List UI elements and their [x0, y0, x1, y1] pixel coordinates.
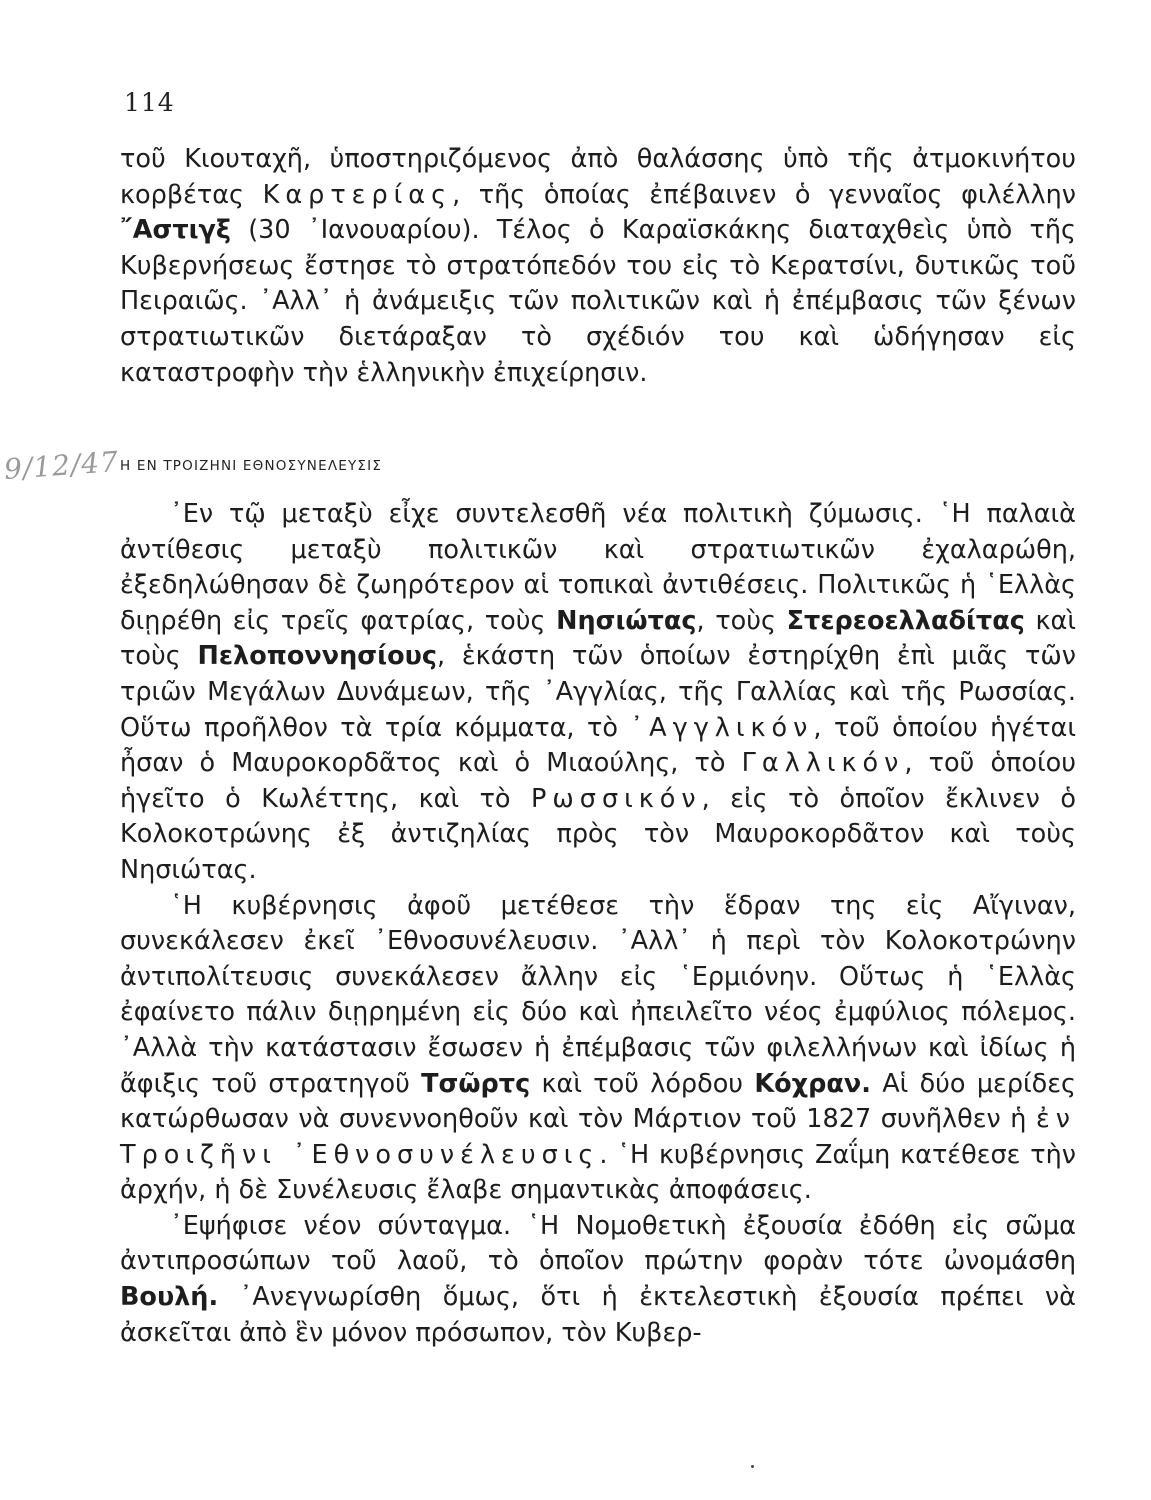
text-run: , τοῦ ὁποίου ἡγεῖτο ὁ Κωλέττης, καὶ τὸ — [120, 748, 1076, 814]
handwritten-margin-note: 9/12/47 — [2, 445, 120, 486]
party-name: ᾽Αγγλικόν — [630, 712, 814, 743]
faction-name: Νησιώτας — [556, 605, 697, 636]
section-body — [120, 497, 1076, 1351]
text-run: ῾Η κυβέρνησις ἀφοῦ μετέθεσε τὴν ἕδραν της εἰς Αἴγιναν, συνεκάλεσεν ἐκεῖ ᾽Εθνοσυνέλευσιν. ᾽Αλλ᾽ ἡ περὶ τὸν Κολοκοτρώνην ἀντιπολίτευσις συνεκάλεσεν ἄλλην εἰς ῾Ερμιόνην. Οὕτως ἡ ῾Ελλὰς ἐφαίνετο πάλιν διῃρημένη εἰς δύο καὶ ἠπειλεῖτο νέος ἐμφύλιος πόλεμος. ᾽Αλλὰ τὴν κατάστασιν ἔσωσεν ἡ ἐπέμβασις τῶν φιλελλήνων καὶ ἰδίως ἡ ἄφιξις τοῦ στρατηγοῦ — [120, 890, 1076, 1099]
paragraph-2 — [120, 889, 1076, 1209]
faction-name: Στερεοελλαδίτας — [786, 605, 1025, 636]
text-run: Αἱ δύο μερίδες κατώρθωσαν νὰ συνεννοηθοῦν καὶ τὸν Μάρτιον τοῦ 1827 συνῆλθεν ἡ — [120, 1068, 1076, 1135]
paragraph-1 — [120, 497, 1076, 889]
party-name: Ρωσσικόν — [531, 783, 702, 814]
person-name: Τσῶρτς — [421, 1068, 531, 1099]
text-run: ᾽Εν τῷ μεταξὺ εἶχε συντελεσθῆ νέα πολιτικὴ ζύμωσις. ῾Η παλαιὰ ἀντίθεσις μεταξὺ πολιτικῶν καὶ στρατιωτικῶν ἐχαλαρώθη, ἐξεδηλώθησαν δὲ ζωηρότερον αἱ τοπικαὶ ἀντιθέσεις. Πολιτικῶς ἡ ῾Ελλὰς διῃρέθη εἰς τρεῖς φατρίας, τοὺς — [120, 499, 1076, 636]
text-run: (30 ᾽Ιανουαρίου). Τέλος ὁ Καραϊσκάκης διαταχθεὶς ὑπὸ τῆς Κυβερνήσεως ἔστησε τὸ στρατόπεδόν του εἰς τὸ Κερατσίνι, δυτικῶς τοῦ Πειραιῶς. ᾽Αλλ᾽ ἡ ἀνάμειξις τῶν πολιτικῶν καὶ ἡ ἐπέμβασις τῶν ξένων στρατιωτικῶν διετάραξαν τὸ σχέδιόν του καὶ ὡδήγησαν εἰς καταστροφὴν τὴν ἑλληνικὴν ἐπιχείρησιν. — [120, 215, 1076, 388]
assembly-name: ἐν Τροιζῆνι ᾽Εθνοσυνέλευσις — [120, 1104, 1076, 1170]
person-name: ῎Αστιγξ — [120, 215, 231, 246]
text-run: . ῾Η κυβέρνησις Ζαΐμη κατέθεσε τὴν ἀρχήν, ἡ δὲ Συνέλευσις ἔλαβε σημαντικὰς ἀποφάσεις. — [120, 1139, 1076, 1206]
ink-speck — [751, 1465, 754, 1468]
text-run: καὶ τοῦ λόρδου — [530, 1068, 755, 1099]
page-number: 114 — [124, 88, 175, 117]
text-run: καὶ τοὺς — [120, 605, 1076, 672]
text-run: , τοῦ ὁποίου ἡγέται ἦσαν ὁ Μαυροκορδᾶτος καὶ ὁ Μιαούλης, τὸ — [120, 712, 1076, 779]
text-run: ᾽Εψήφισε νέον σύνταγμα. ῾Η Νομοθετικὴ ἐξουσία ἐδόθη εἰς σῶμα ἀντιπροσώπων τοῦ λαοῦ, τὸ ὁποῖον πρώτην φορὰν τότε ὠνομάσθη — [120, 1210, 1076, 1277]
intro-text — [120, 142, 1076, 391]
text-run: τοῦ Κιουταχῆ, ὑποστηριζόμενος ἀπὸ θαλάσσης ὑπὸ τῆς ἀτμοκινήτου κορβέτας — [120, 144, 1076, 210]
party-name: Γαλλικόν — [741, 748, 905, 779]
text-run: , τοὺς — [696, 605, 787, 636]
intro-paragraph — [120, 142, 1076, 391]
person-name: Κόχραν. — [754, 1068, 871, 1099]
text-run: , ἑκάστη τῶν ὁποίων ἐστηρίχθη ἐπὶ μιᾶς τῶν τριῶν Μεγάλων Δυνάμεων, τῆς ᾽Αγγλίας, τῆς Γαλλίας καὶ τῆς Ρωσσίας. Οὕτω προῆλθον τὰ τρία κόμματα, τὸ — [120, 641, 1077, 743]
text-run: , εἰς τὸ ὁποῖον ἔκλινεν ὁ Κολοκοτρώνης ἐξ ἀντιζηλίας πρὸς τὸν Μαυροκορδᾶτον καὶ τοὺς Νησιώτας. — [120, 783, 1076, 885]
text-run: , τῆς ὁποίας ἐπέβαινεν ὁ γενναῖος φιλέλλην — [452, 179, 1076, 210]
ship-name: Καρτερίας — [262, 179, 453, 210]
section-heading: Η ΕΝ ΤΡΟΙΖΗΝΙ ΕΘΝΟΣΥΝΕΛΕΥΣΙΣ — [120, 458, 383, 474]
term-name: Βουλή. — [120, 1282, 219, 1313]
paragraph-3 — [120, 1209, 1076, 1351]
faction-name: Πελοποννησίους — [197, 641, 437, 672]
text-run: ᾽Ανεγνωρίσθη ὅμως, ὅτι ἡ ἐκτελεστικὴ ἐξουσία πρέπει νὰ ἀσκεῖται ἀπὸ ἓν μόνον πρόσωπον, τὸν Κυβερ- — [120, 1282, 1076, 1348]
